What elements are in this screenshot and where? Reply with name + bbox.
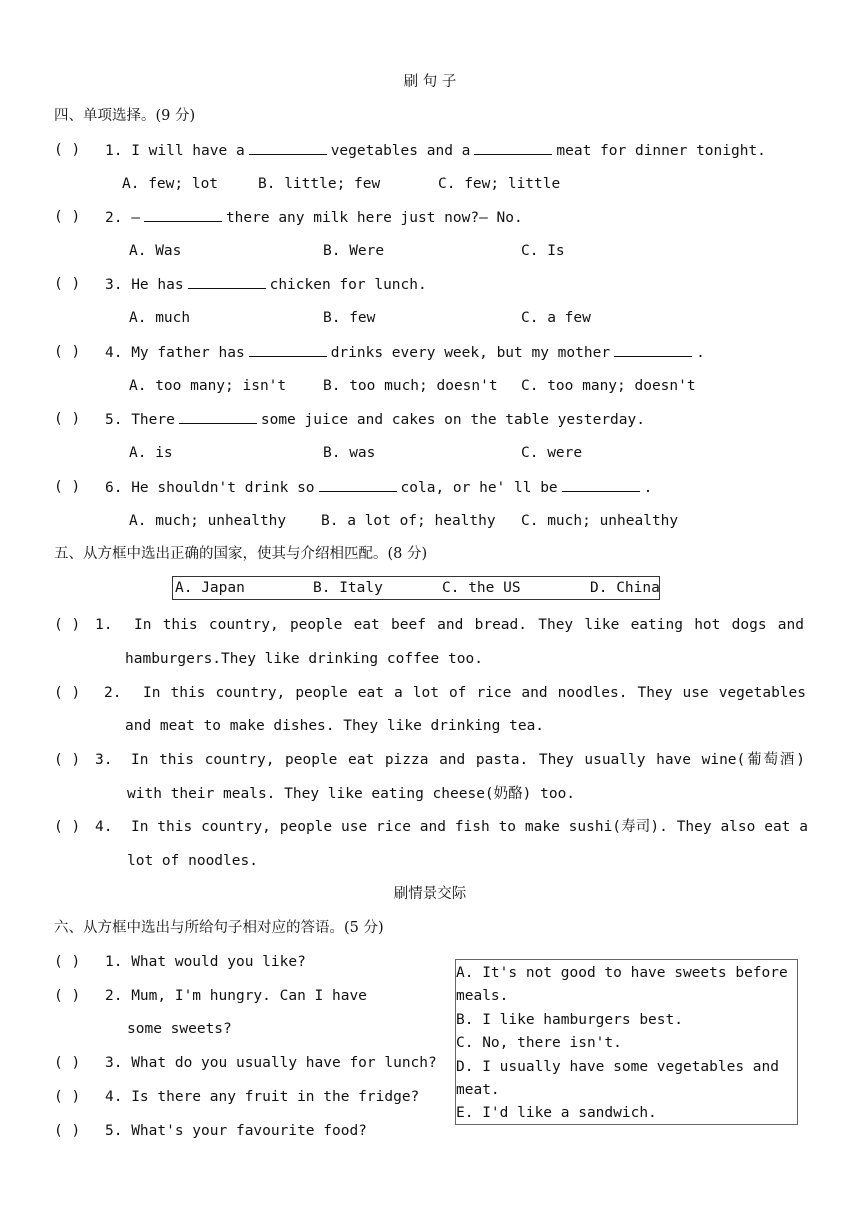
dialog-question-4: 4. Is there any fruit in the fridge? [105,1089,420,1105]
match-item-4-text-cont: lot of noodles. [127,853,258,869]
q4-option-a: A. too many; isn't [129,378,287,394]
q6-option-b: B. a lot of; healthy [321,513,496,529]
blank[interactable] [474,140,552,155]
section5-heading: 五、从方框中选出正确的国家，使其与介绍相匹配。(8 分) [54,546,428,562]
blank[interactable] [249,342,327,357]
match-item-3-text: In this country, people eat pizza and pasta. They usually have wine(葡萄酒) [131,752,805,768]
blank[interactable] [179,409,257,424]
match-item-4-text: In this country, people use rice and fish to make sushi(寿司). They also eat a [131,819,808,835]
dialog-question-2-cont: some sweets? [127,1021,232,1037]
q2-option-a: A. Was [129,243,182,259]
blank[interactable] [144,207,222,222]
dialog-question-5: 5. What's your favourite food? [105,1123,367,1139]
match-item-3-text-cont: with their meals. They like eating cheese(奶酪) too. [127,786,576,802]
match-item-3-num: 3. [95,752,113,768]
blank[interactable] [188,274,266,289]
answer-paren[interactable]: ( ) [54,617,81,633]
answer-option-a-cont: meals. [456,988,509,1005]
match-item-2-num: 2. [104,685,122,701]
q2-option-c: C. Is [521,243,565,259]
blank[interactable] [249,140,327,155]
country-option-a: A. Japan [175,580,245,596]
question-3: 3. He has chicken for lunch. [105,274,427,295]
answer-paren[interactable]: ( ) [54,685,81,701]
q1-option-a: A. few; lot [122,176,219,192]
q1-option-c: C. few; little [438,176,561,192]
match-item-2-text-cont: and meat to make dishes. They like drinking tea. [125,718,545,734]
country-option-b: B. Italy [313,580,383,596]
answer-paren[interactable]: ( ) [54,988,81,1004]
q5-option-b: B. was [323,445,376,461]
answer-option-d: D. I usually have some vegetables and [456,1058,780,1075]
section6-heading: 六、从方框中选出与所给句子相对应的答语。(5 分) [54,920,384,936]
answer-paren[interactable]: ( ) [54,1123,81,1139]
country-option-d: D. China [590,580,660,596]
q3-option-c: C. a few [521,310,591,326]
match-item-2-text: In this country, people eat a lot of rice and noodles. They use vegetables [143,685,806,701]
answer-paren[interactable]: ( ) [54,276,81,292]
answer-paren[interactable]: ( ) [54,1089,81,1105]
q5-option-c: C. were [521,445,583,461]
answer-options-box [455,959,798,1125]
dialog-question-1: 1. What would you like? [105,954,306,970]
section-title-sentences: 刷 句 子 [403,74,457,90]
q1-option-b: B. little; few [258,176,381,192]
dialog-question-2: 2. Mum, I'm hungry. Can I have [105,988,367,1004]
country-option-c: C. the US [442,580,521,596]
answer-paren[interactable]: ( ) [54,209,81,225]
q5-option-a: A. is [129,445,173,461]
section4-heading: 四、单项选择。(9 分) [54,108,196,124]
answer-option-b: B. I like hamburgers best. [456,1011,683,1028]
q6-option-a: A. much; unhealthy [129,513,287,529]
match-item-4-num: 4. [95,819,113,835]
question-4: 4. My father has drinks every week, but my mother . [105,342,705,363]
blank[interactable] [319,477,397,492]
match-item-1-num: 1. [95,617,113,633]
answer-option-c: C. No, there isn't. [456,1035,622,1052]
q3-option-b: B. few [323,310,376,326]
question-2: 2. — there any milk here just now?— No. [105,207,523,228]
question-5: 5. There some juice and cakes on the table yesterday. [105,409,645,430]
q4-option-c: C. too many; doesn't [521,378,696,394]
q4-option-b: B. too much; doesn't [323,378,498,394]
question-1: 1. I will have a vegetables and a meat for dinner tonight. [105,140,766,161]
dialog-question-3: 3. What do you usually have for lunch? [105,1055,437,1071]
answer-paren[interactable]: ( ) [54,1055,81,1071]
answer-paren[interactable]: ( ) [54,411,81,427]
answer-paren[interactable]: ( ) [54,479,81,495]
match-item-1-text-cont: hamburgers.They like drinking coffee too. [125,651,483,667]
answer-paren[interactable]: ( ) [54,142,81,158]
section-title-situational: 刷情景交际 [393,886,467,902]
answer-paren[interactable]: ( ) [54,954,81,970]
answer-paren[interactable]: ( ) [54,344,81,360]
answer-option-a: A. It's not good to have sweets before [456,965,788,981]
country-options-box [172,576,660,600]
q2-option-b: B. Were [323,243,385,259]
answer-paren[interactable]: ( ) [54,819,81,835]
blank[interactable] [562,477,640,492]
question-6: 6. He shouldn't drink so cola, or he' ll be . [105,477,652,498]
answer-option-d-cont: meat. [456,1082,500,1099]
answer-paren[interactable]: ( ) [54,752,81,768]
q3-option-a: A. much [129,310,191,326]
blank[interactable] [614,342,692,357]
match-item-1-text: In this country, people eat beef and bread. They like eating hot dogs and [134,617,804,633]
q6-option-c: C. much; unhealthy [521,513,679,529]
answer-option-e: E. I'd like a sandwich. [456,1105,657,1122]
